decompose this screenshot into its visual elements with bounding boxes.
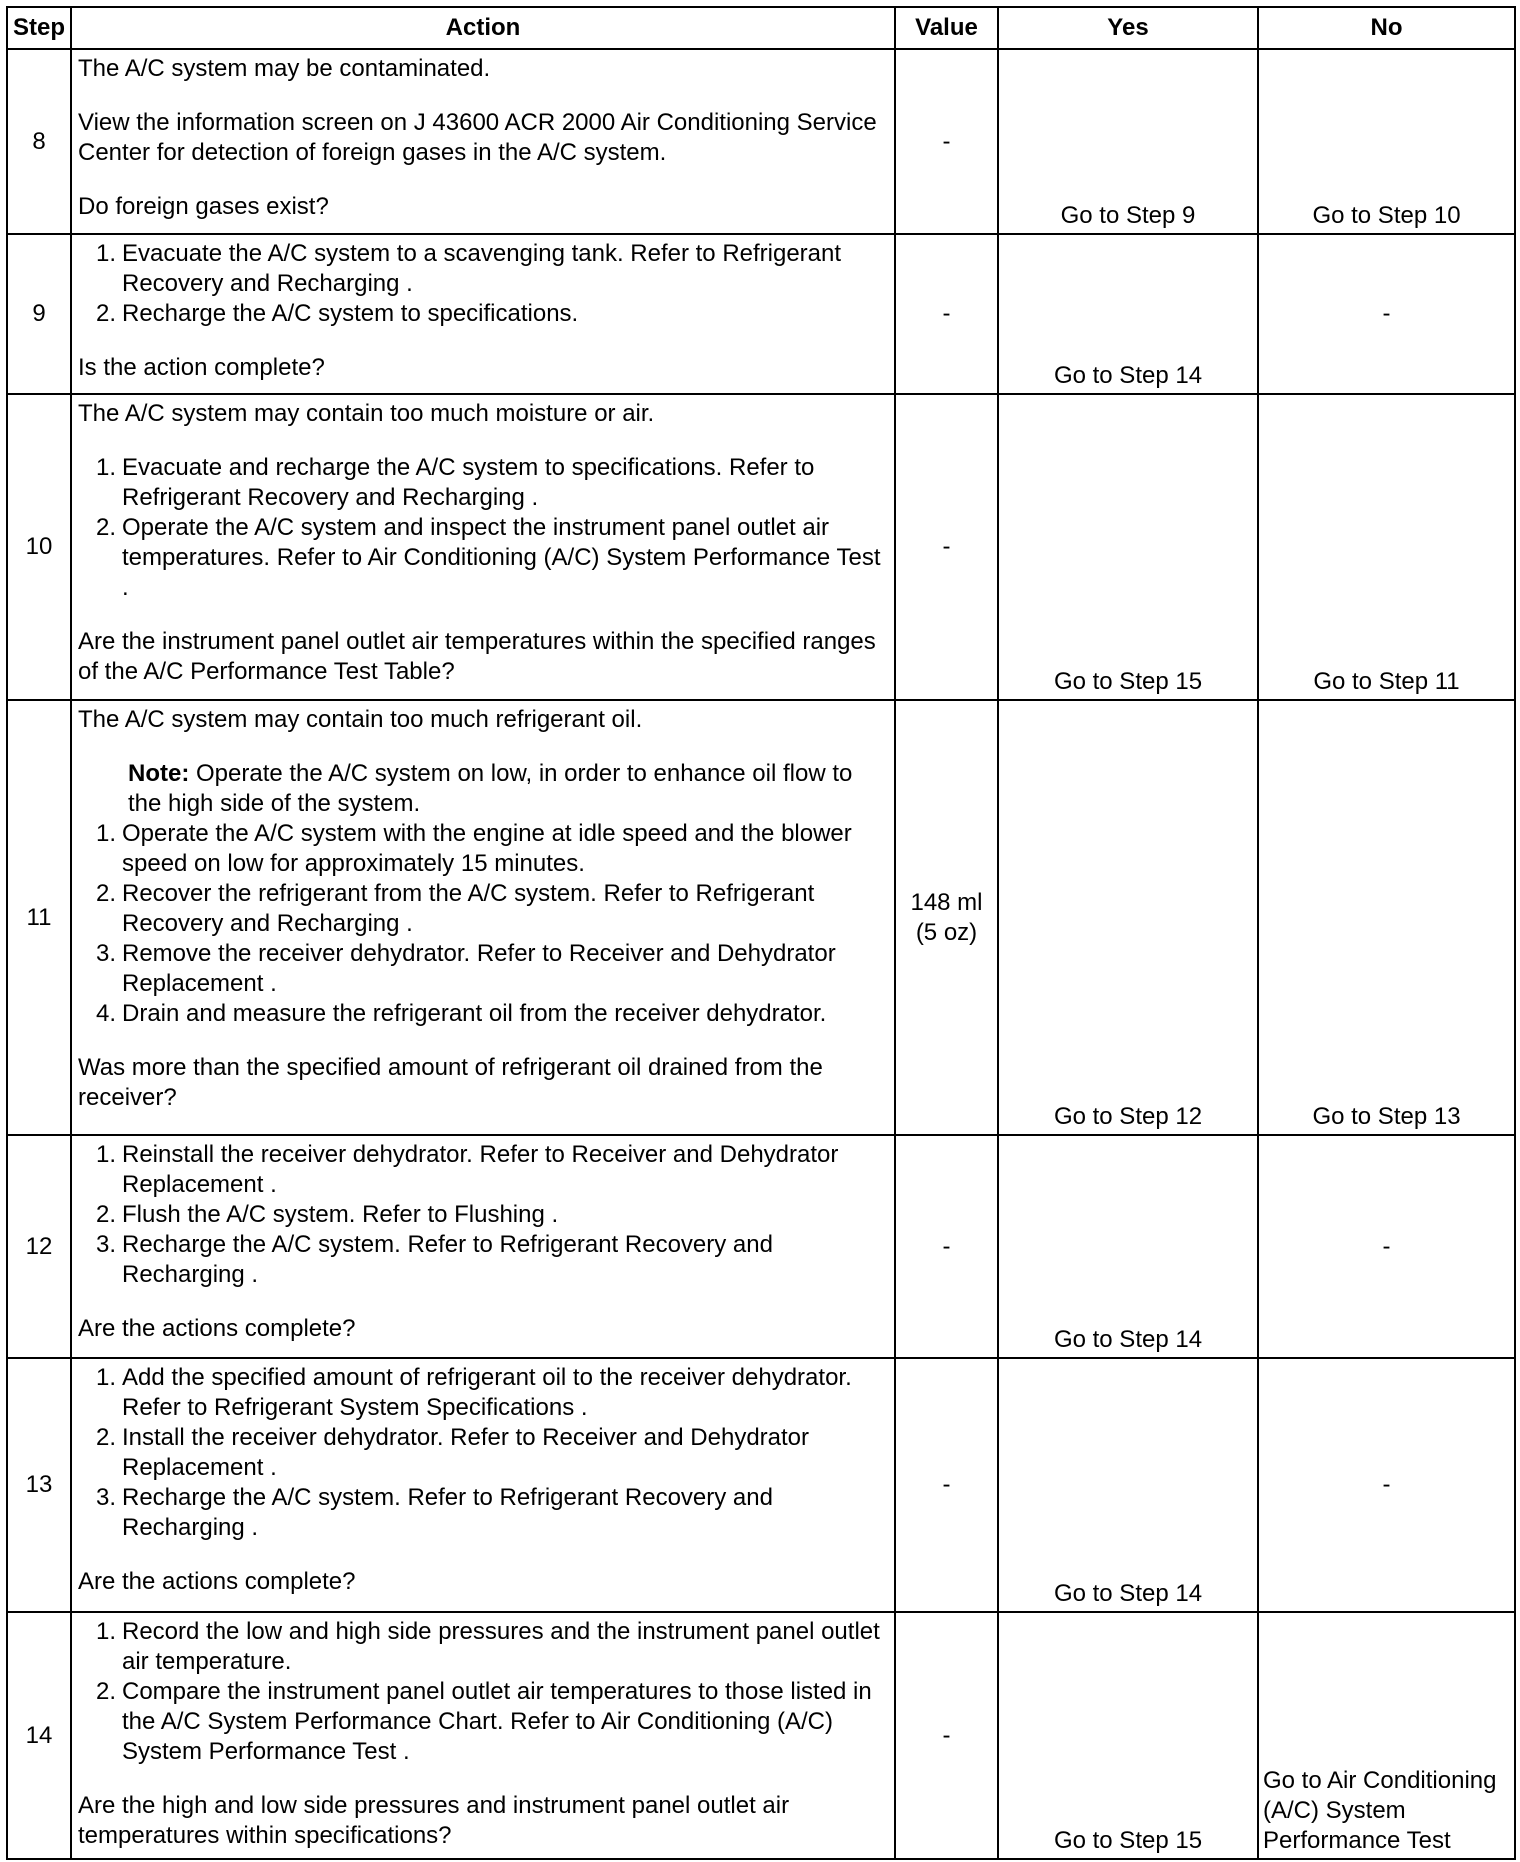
- yes-link[interactable]: Go to Step 12: [998, 700, 1258, 1135]
- action-cell: [71, 394, 895, 700]
- list-item-text: Recover the refrigerant from the A/C system. Refer to Refrigerant Recovery and Recharging .: [122, 880, 815, 937]
- list-item: 3. Recharge the A/C system. Refer to Refrigerant Recovery and Recharging .: [78, 1483, 888, 1543]
- table-row: [7, 1612, 1515, 1859]
- list-item: 2. Compare the instrument panel outlet air temperatures to those listed in the A/C System Performance Chart. Refer to Air Conditioning (A/C) System Performance Test .: [78, 1677, 888, 1767]
- action-question: Was more than the specified amount of refrigerant oil drained from the receiver?: [78, 1054, 823, 1111]
- no-link[interactable]: Go to Step 11: [1258, 394, 1515, 700]
- action-cell: [71, 1612, 895, 1859]
- list-item-text: Reinstall the receiver dehydrator. Refer to Receiver and Dehydrator Replacement .: [122, 1141, 839, 1198]
- action-text: The A/C system may be contaminated.: [78, 55, 491, 82]
- action-list: [78, 1363, 888, 1543]
- no-value: -: [1258, 1135, 1515, 1358]
- header-value: Value: [895, 7, 998, 49]
- header-row: [7, 7, 1515, 49]
- action-question: Do foreign gases exist?: [78, 193, 329, 220]
- value-cell: -: [895, 1135, 998, 1358]
- value-cell: 148 ml (5 oz): [895, 700, 998, 1135]
- action-text: The A/C system may contain too much refrigerant oil.: [78, 706, 643, 733]
- list-item-text: Compare the instrument panel outlet air temperatures to those listed in the A/C System Performance Chart. Refer to Air Conditioning (A/C) System Performance Test .: [122, 1678, 872, 1765]
- list-item: 2. Recharge the A/C system to specifications.: [78, 299, 888, 329]
- action-question: Is the action complete?: [78, 354, 325, 381]
- list-item: 1. Record the low and high side pressures and the instrument panel outlet air temperature.: [78, 1617, 888, 1677]
- action-question: Are the actions complete?: [78, 1315, 356, 1342]
- header-yes: Yes: [998, 7, 1258, 49]
- value-cell: -: [895, 234, 998, 394]
- step-number: 13: [7, 1358, 71, 1612]
- list-item-text: Record the low and high side pressures and the instrument panel outlet air temperature.: [122, 1618, 880, 1675]
- list-item-text: Drain and measure the refrigerant oil from the receiver dehydrator.: [122, 1000, 827, 1027]
- action-cell: [71, 700, 895, 1135]
- yes-link[interactable]: Go to Step 15: [998, 1612, 1258, 1859]
- action-cell: [71, 234, 895, 394]
- list-item-text: Evacuate and recharge the A/C system to specifications. Refer to Refrigerant Recovery and Recharging .: [122, 454, 815, 511]
- list-item-text: Flush the A/C system. Refer to Flushing .: [122, 1201, 559, 1228]
- list-item: 1. Operate the A/C system with the engine at idle speed and the blower speed on low for approximately 15 minutes.: [78, 819, 888, 879]
- action-question: Are the instrument panel outlet air temperatures within the specified ranges of the A/C Performance Test Table?: [78, 628, 876, 685]
- action-cell: [71, 1358, 895, 1612]
- yes-link[interactable]: Go to Step 15: [998, 394, 1258, 700]
- action-text: View the information screen on J 43600 ACR 2000 Air Conditioning Service Center for detection of foreign gases in the A/C system.: [78, 109, 877, 166]
- yes-link[interactable]: Go to Step 9: [998, 49, 1258, 234]
- action-question: Are the high and low side pressures and instrument panel outlet air temperatures within specifications?: [78, 1792, 790, 1849]
- table-row: [7, 700, 1515, 1135]
- value-cell: -: [895, 1358, 998, 1612]
- step-number: 14: [7, 1612, 71, 1859]
- step-number: 10: [7, 394, 71, 700]
- value-cell: -: [895, 49, 998, 234]
- no-value: -: [1258, 1358, 1515, 1612]
- diagnostic-table: [6, 6, 1516, 1860]
- list-item-text: Remove the receiver dehydrator. Refer to Receiver and Dehydrator Replacement .: [122, 940, 836, 997]
- note: [128, 759, 888, 819]
- no-value: -: [1258, 234, 1515, 394]
- yes-link[interactable]: Go to Step 14: [998, 1135, 1258, 1358]
- list-item: 2. Flush the A/C system. Refer to Flushing .: [78, 1200, 888, 1230]
- list-item-text: Operate the A/C system with the engine at idle speed and the blower speed on low for approximately 15 minutes.: [122, 820, 852, 877]
- action-text: The A/C system may contain too much moisture or air.: [78, 400, 655, 427]
- list-item: 1. Evacuate and recharge the A/C system to specifications. Refer to Refrigerant Recovery and Recharging .: [78, 453, 888, 513]
- list-item-text: Recharge the A/C system. Refer to Refrigerant Recovery and Recharging .: [122, 1231, 773, 1288]
- action-question: Are the actions complete?: [78, 1568, 356, 1595]
- action-list: [78, 239, 888, 329]
- action-list: [78, 819, 888, 1029]
- step-number: 12: [7, 1135, 71, 1358]
- list-item: 3. Recharge the A/C system. Refer to Refrigerant Recovery and Recharging .: [78, 1230, 888, 1290]
- no-link[interactable]: Go to Step 13: [1258, 700, 1515, 1135]
- list-item: 4. Drain and measure the refrigerant oil from the receiver dehydrator.: [78, 999, 888, 1029]
- header-no: No: [1258, 7, 1515, 49]
- list-item: 1. Evacuate the A/C system to a scavenging tank. Refer to Refrigerant Recovery and Recharging .: [78, 239, 888, 299]
- no-link[interactable]: Go to Air Conditioning (A/C) System Performance Test: [1258, 1612, 1515, 1859]
- list-item: 1. Reinstall the receiver dehydrator. Refer to Receiver and Dehydrator Replacement .: [78, 1140, 888, 1200]
- note-text: Operate the A/C system on low, in order to enhance oil flow to the high side of the system.: [128, 760, 853, 817]
- table-row: [7, 234, 1515, 394]
- yes-link[interactable]: Go to Step 14: [998, 234, 1258, 394]
- list-item-text: Recharge the A/C system to specifications.: [122, 300, 579, 327]
- action-cell: [71, 1135, 895, 1358]
- header-step: Step: [7, 7, 71, 49]
- list-item-text: Evacuate the A/C system to a scavenging tank. Refer to Refrigerant Recovery and Recharging .: [122, 240, 842, 297]
- step-number: 9: [7, 234, 71, 394]
- list-item-text: Recharge the A/C system. Refer to Refrigerant Recovery and Recharging .: [122, 1484, 773, 1541]
- action-cell: [71, 49, 895, 234]
- list-item-text: Add the specified amount of refrigerant oil to the receiver dehydrator. Refer to Refrigerant System Specifications .: [122, 1364, 852, 1421]
- action-list: [78, 453, 888, 603]
- list-item: 2. Recover the refrigerant from the A/C system. Refer to Refrigerant Recovery and Recharging .: [78, 879, 888, 939]
- table-row: [7, 1135, 1515, 1358]
- step-number: 11: [7, 700, 71, 1135]
- step-number: 8: [7, 49, 71, 234]
- list-item: 1. Add the specified amount of refrigerant oil to the receiver dehydrator. Refer to Refrigerant System Specifications .: [78, 1363, 888, 1423]
- table-row: [7, 49, 1515, 234]
- list-item: 3. Remove the receiver dehydrator. Refer to Receiver and Dehydrator Replacement .: [78, 939, 888, 999]
- yes-link[interactable]: Go to Step 14: [998, 1358, 1258, 1612]
- table-row: [7, 394, 1515, 700]
- note-label: Note:: [128, 760, 190, 787]
- list-item-text: Operate the A/C system and inspect the instrument panel outlet air temperatures. Refer to Air Conditioning (A/C) System Performance Test .: [122, 514, 881, 601]
- value-cell: -: [895, 394, 998, 700]
- action-list: [78, 1140, 888, 1290]
- list-item-text: Install the receiver dehydrator. Refer to Receiver and Dehydrator Replacement .: [122, 1424, 810, 1481]
- no-link[interactable]: Go to Step 10: [1258, 49, 1515, 234]
- list-item: 2. Install the receiver dehydrator. Refer to Receiver and Dehydrator Replacement .: [78, 1423, 888, 1483]
- action-list: [78, 1617, 888, 1767]
- header-action: Action: [71, 7, 895, 49]
- table-row: [7, 1358, 1515, 1612]
- list-item: 2. Operate the A/C system and inspect the instrument panel outlet air temperatures. Refer to Air Conditioning (A/C) System Performance Test .: [78, 513, 888, 603]
- value-cell: -: [895, 1612, 998, 1859]
